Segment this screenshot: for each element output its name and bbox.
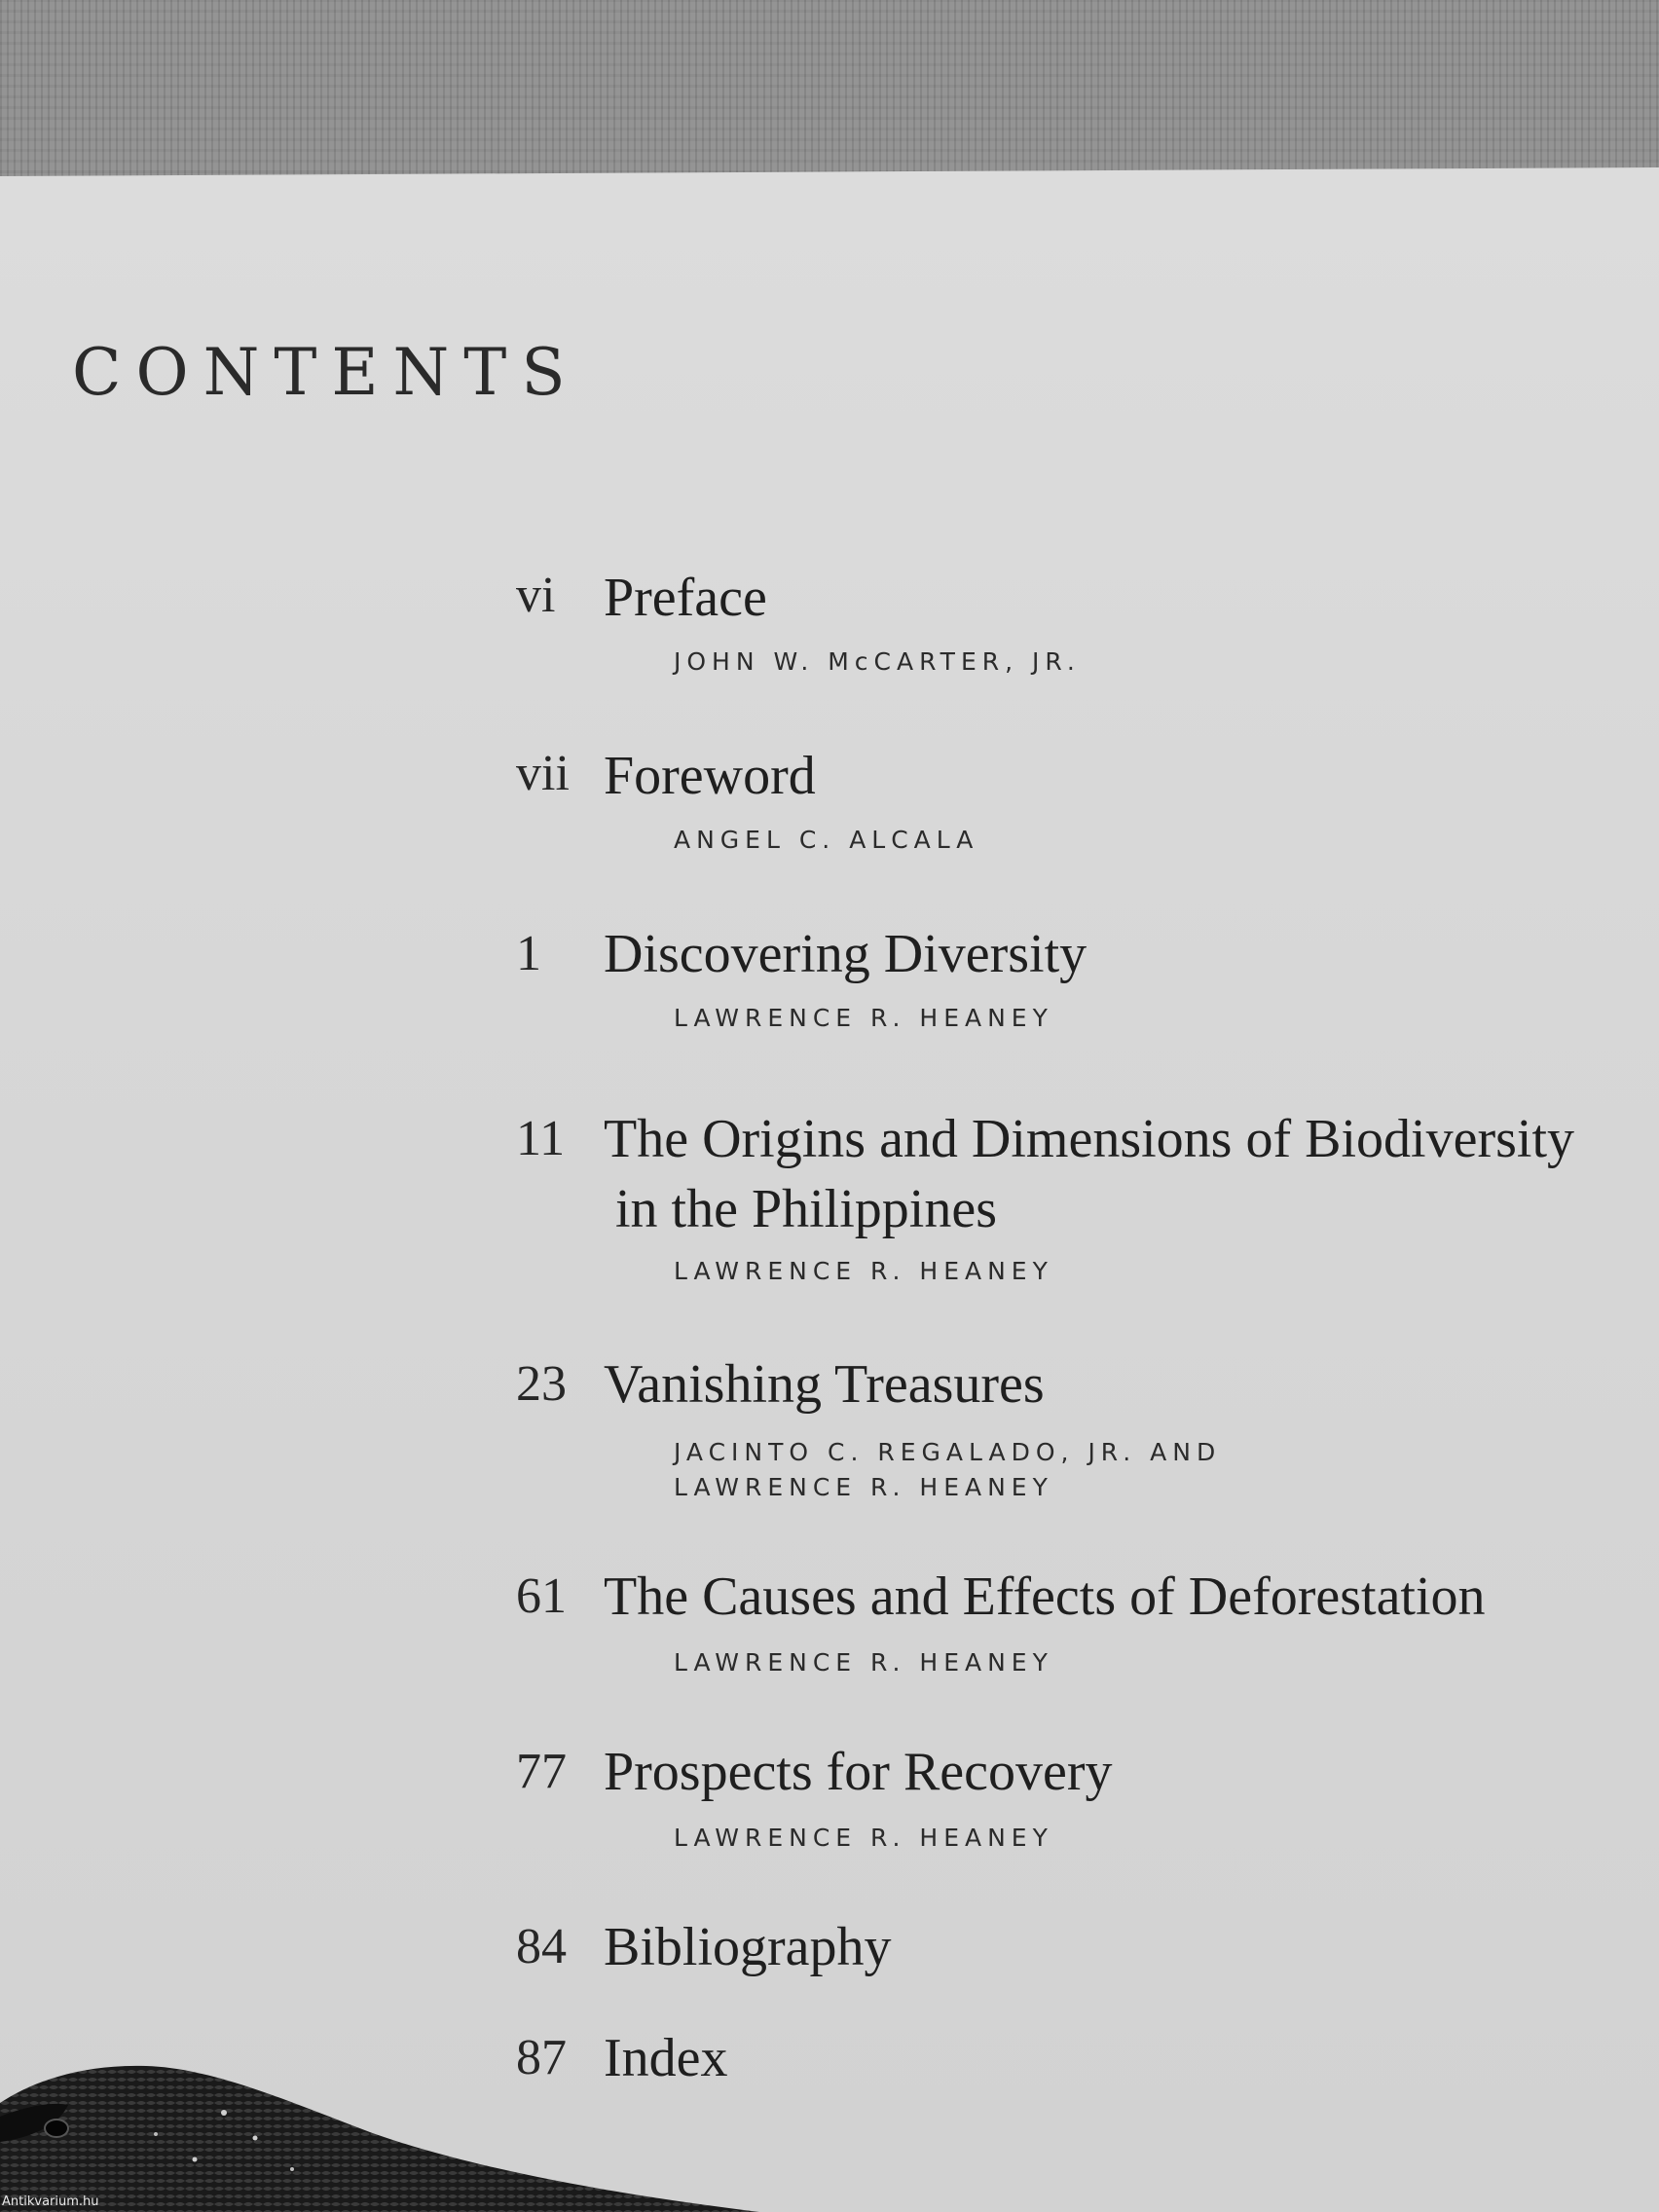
page-number: 84 — [516, 1919, 567, 1974]
chapter-title: The Origins and Dimensions of Biodiversity in the Philippines — [604, 1109, 1575, 1239]
author-name: LAWRENCE R. HEANEY — [674, 1824, 1053, 1852]
chapter-title: Foreword — [604, 746, 816, 806]
page-number: 11 — [516, 1111, 566, 1166]
page-number: vii — [516, 746, 570, 801]
chapter-title: The Causes and Effects of Deforestation — [604, 1567, 1486, 1627]
chapter-title: Vanishing Treasures — [604, 1354, 1045, 1415]
page-number: 23 — [516, 1356, 567, 1412]
author-name: LAWRENCE R. HEANEY — [674, 1257, 1053, 1285]
lizard-photo — [0, 2045, 759, 2212]
watermark: Antikvarium.hu — [2, 2194, 99, 2209]
author-name: LAWRENCE R. HEANEY — [674, 1648, 1053, 1677]
chapter-title: Preface — [604, 568, 767, 628]
chapter-title: Prospects for Recovery — [604, 1742, 1113, 1802]
page-number: 87 — [516, 2030, 567, 2085]
page-number: 1 — [516, 926, 541, 981]
author-name: ANGEL C. ALCALA — [674, 826, 979, 854]
chapter-title: Index — [604, 2028, 728, 2088]
chapter-title: Discovering Diversity — [604, 924, 1088, 984]
author-name: JACINTO C. REGALADO, JR. AND — [674, 1438, 1222, 1466]
page-number: vi — [516, 568, 556, 623]
chapter-title: Bibliography — [604, 1917, 892, 1977]
author-name-line2: LAWRENCE R. HEANEY — [674, 1473, 1053, 1501]
page-number: 77 — [516, 1744, 567, 1799]
contents-heading: CONTENTS — [72, 335, 580, 410]
author-name: JOHN W. McCARTER, JR. — [674, 647, 1081, 676]
author-name: LAWRENCE R. HEANEY — [674, 1004, 1053, 1032]
page-number: 61 — [516, 1568, 567, 1624]
